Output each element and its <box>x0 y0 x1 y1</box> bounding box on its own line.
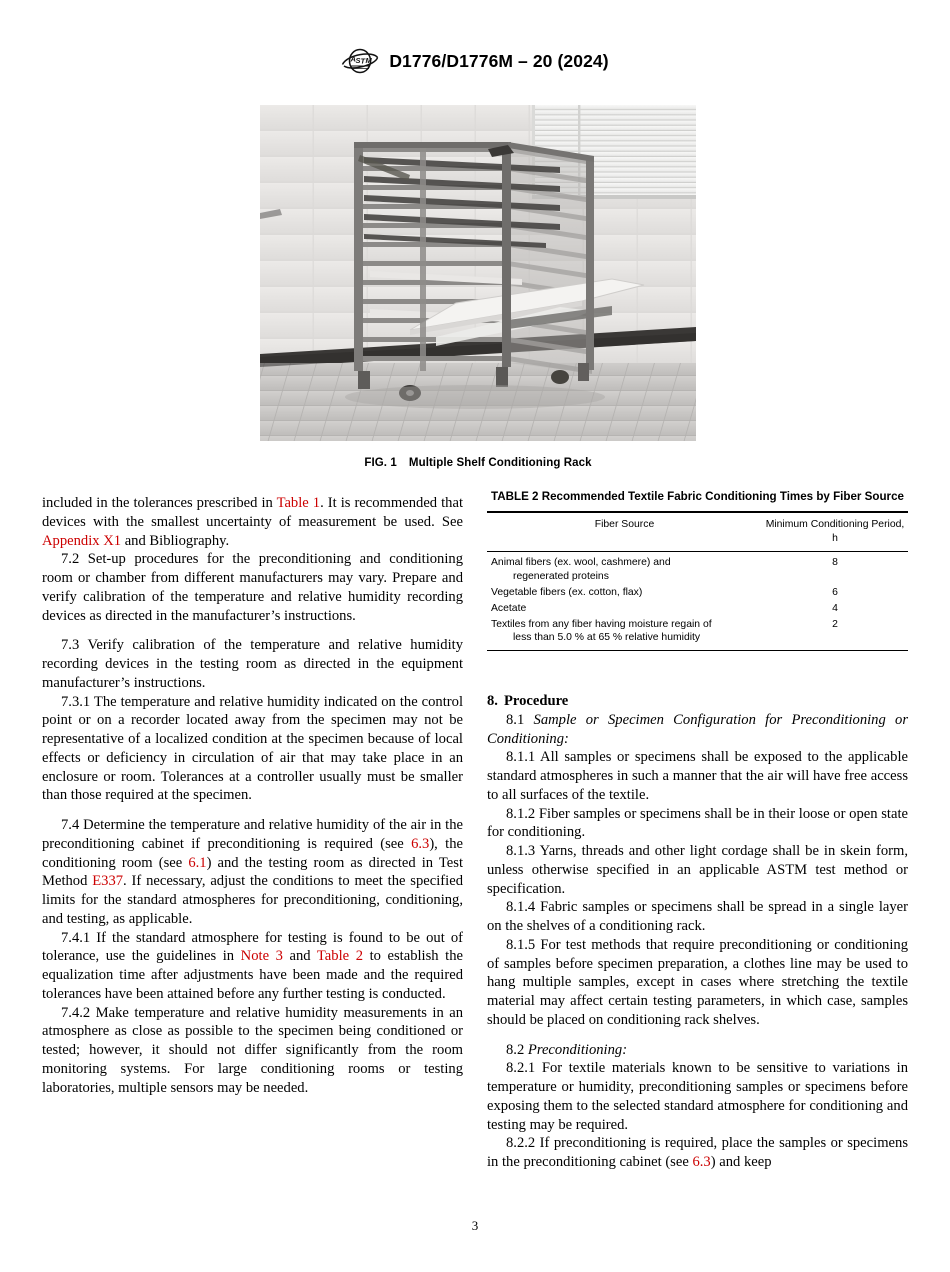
figure-1 <box>260 105 696 469</box>
cell-fiber-source <box>487 552 762 584</box>
table-rule-bottom <box>487 650 908 651</box>
para-title: Sample or Specimen Configuration for Preconditioning or Conditioning: <box>487 711 909 747</box>
paragraph-7-3: 7.3 Verify calibration of the temperature and relative humidity recording devices in the testing room as directed in the equipment manufacturer’s instructions. <box>42 637 463 691</box>
para-title: Preconditioning: <box>527 1041 628 1058</box>
para-number: 8.2 <box>506 1041 525 1058</box>
svg-text:T: T <box>360 56 366 66</box>
conditioning-rack-photo <box>260 105 696 441</box>
cell-period: 4 <box>832 602 838 614</box>
paragraph-8-1-3: 8.1.3 Yarns, threads and other light cordage shall be in skein form, unless otherwise specified in an applicable ASTM test method or specification. <box>487 843 908 897</box>
paragraph-8-1-1: 8.1.1 All samples or specimens shall be exposed to the applicable standard atmospheres in such a manner that the air will have free access to all surfaces of the textile. <box>487 749 908 803</box>
cell-fiber-source: Vegetable fibers (ex. cotton, flax) <box>491 586 643 598</box>
cell-line-1: Animal fibers (ex. wool, cashmere) and <box>491 557 671 569</box>
svg-text:A: A <box>350 54 357 64</box>
para-text: 8.2.2 If preconditioning is required, place the samples or specimens in the preconditioning cabinet (see <box>487 1135 908 1170</box>
cell-period: 6 <box>832 586 838 598</box>
section-title: Procedure <box>503 693 569 709</box>
para-text: ) and the testing room as directed in Test Method <box>42 854 463 890</box>
paragraph-7-3-1: 7.3.1 The temperature and relative humidity indicated on the control point or on a recorder located away from the specimen may not be representative of a localized condition at the specimen because of local effects or deficiency in circulation of air that may take place in an enclosure or room. Tolerances at a controller usually must be smaller than those required at the specimen. <box>42 693 463 804</box>
cell-fiber-source: Acetate <box>491 602 527 614</box>
astm-logo-icon <box>341 48 379 74</box>
para-text: included in the tolerances prescribed in <box>42 495 277 511</box>
paragraph-7-1-continued <box>42 494 463 550</box>
paragraph-8-1 <box>487 711 908 749</box>
para-text: to establish the equalization time after adjustments have been made and the required tolerances have been attained before any further testing is conducted. <box>42 948 464 1002</box>
table-2 <box>487 511 908 650</box>
svg-text:S: S <box>355 56 361 65</box>
cell-line-2: less than 5.0 % at 65 % relative humidity <box>513 632 701 644</box>
link-table-2[interactable]: Table 2 <box>316 948 363 965</box>
figure-caption-number: FIG. 1 <box>364 457 397 469</box>
para-text: ) and keep <box>710 1154 772 1170</box>
paragraph-8-1-2: 8.1.2 Fiber samples or specimens shall be in their loose or open state for conditioning. <box>487 805 908 841</box>
table-header-row <box>487 513 908 552</box>
paragraph-8-2 <box>487 1041 908 1060</box>
section-8-heading <box>487 690 908 711</box>
link-table-1[interactable]: Table 1 <box>276 495 321 511</box>
paragraph-7-4 <box>42 816 463 929</box>
body-column-right <box>487 690 908 1172</box>
figure-caption <box>260 457 696 469</box>
column-header-fiber-source: Fiber Source <box>594 519 655 531</box>
table-row <box>487 584 908 600</box>
para-text: 7.4 Determine the temperature and relative humidity of the air in the preconditioning cabinet if preconditioning is required (see <box>42 817 463 852</box>
table-2-block <box>487 489 908 651</box>
figure-caption-text: Multiple Shelf Conditioning Rack <box>408 457 592 469</box>
link-appendix-x1[interactable]: Appendix X1 <box>42 532 122 549</box>
table-2-title: TABLE 2 Recommended Textile Fabric Conditioning Times by Fiber Source <box>491 490 904 503</box>
table-row <box>487 552 908 584</box>
para-text: . It is recommended that devices with the smallest uncertainty of measurement be used. See <box>42 495 464 530</box>
table-row <box>487 617 908 651</box>
para-text: ), the conditioning room (see <box>42 835 463 871</box>
cell-fiber-source <box>487 617 762 651</box>
paragraph-8-1-4: 8.1.4 Fabric samples or specimens shall be spread in a single layer on the shelves of a conditioning rack. <box>487 899 908 934</box>
cell-line-2: regenerated proteins <box>513 570 609 582</box>
section-number: 8. <box>487 693 498 709</box>
paragraph-8-2-1: 8.2.1 For textile materials known to be sensitive to variations in temperature or humidity, preconditioning samples or specimens before exposing them to the selected standard atmosphere for conditioning and testing may be required. <box>487 1060 908 1133</box>
para-text: . If necessary, adjust the conditions to meet the specified limits for the standard atmospheres for preconditioning, conditioning, and testing, as applicable. <box>42 873 463 927</box>
paragraph-7-4-1 <box>42 929 463 1004</box>
svg-text:M: M <box>365 56 373 65</box>
link-test-method-e337[interactable]: E337 <box>92 873 124 890</box>
column-header-minimum-period: Minimum Conditioning Period, h <box>765 519 905 544</box>
para-number: 8.1 <box>506 711 525 728</box>
para-text: 7.4.1 If the standard atmosphere for testing is found to be out of tolerance, use the guidelines in <box>42 929 463 965</box>
link-section-6-1[interactable]: 6.1 <box>188 854 207 871</box>
standard-designation: D1776/D1776M – 20 (2024) <box>389 50 609 71</box>
cell-period: 8 <box>832 557 838 569</box>
link-note-3[interactable]: Note 3 <box>240 948 283 965</box>
cell-line-1: Textiles from any fiber having moisture regain of <box>491 619 712 631</box>
paragraph-8-2-2 <box>487 1134 908 1172</box>
paragraph-7-2: 7.2 Set-up procedures for the preconditioning and conditioning room or chamber from different manufacturers may vary. Prepare and verify calibration of the temperature and relative humidity recording devices as directed in the manufacturer’s instructions. <box>42 551 463 624</box>
body-column-left <box>42 494 463 1097</box>
cell-period: 2 <box>832 619 838 631</box>
link-section-6-3[interactable]: 6.3 <box>411 835 430 852</box>
para-text: and <box>282 948 317 965</box>
para-text: and Bibliography. <box>121 532 230 549</box>
paragraph-8-1-5: 8.1.5 For test methods that require preconditioning or conditioning of samples before specimen preparation, a clothes line may be used to hang multiple samples, except in cases where stretching the textile material may affect certain testing parameters, in which case, samples should be placed on conditioning rack shelves. <box>487 936 908 1028</box>
page-header <box>0 48 950 74</box>
paragraph-7-4-2: 7.4.2 Make temperature and relative humidity measurements in an atmosphere as close as possible to the specimen being conditioned or tested; however, it should not differ significantly from the room monitoring systems. For large conditioning rooms or testing laboratories, multiple sensors may be needed. <box>42 1004 463 1096</box>
page-number: 3 <box>471 1218 479 1233</box>
table-row <box>487 601 908 617</box>
link-section-6-3[interactable]: 6.3 <box>692 1154 711 1170</box>
